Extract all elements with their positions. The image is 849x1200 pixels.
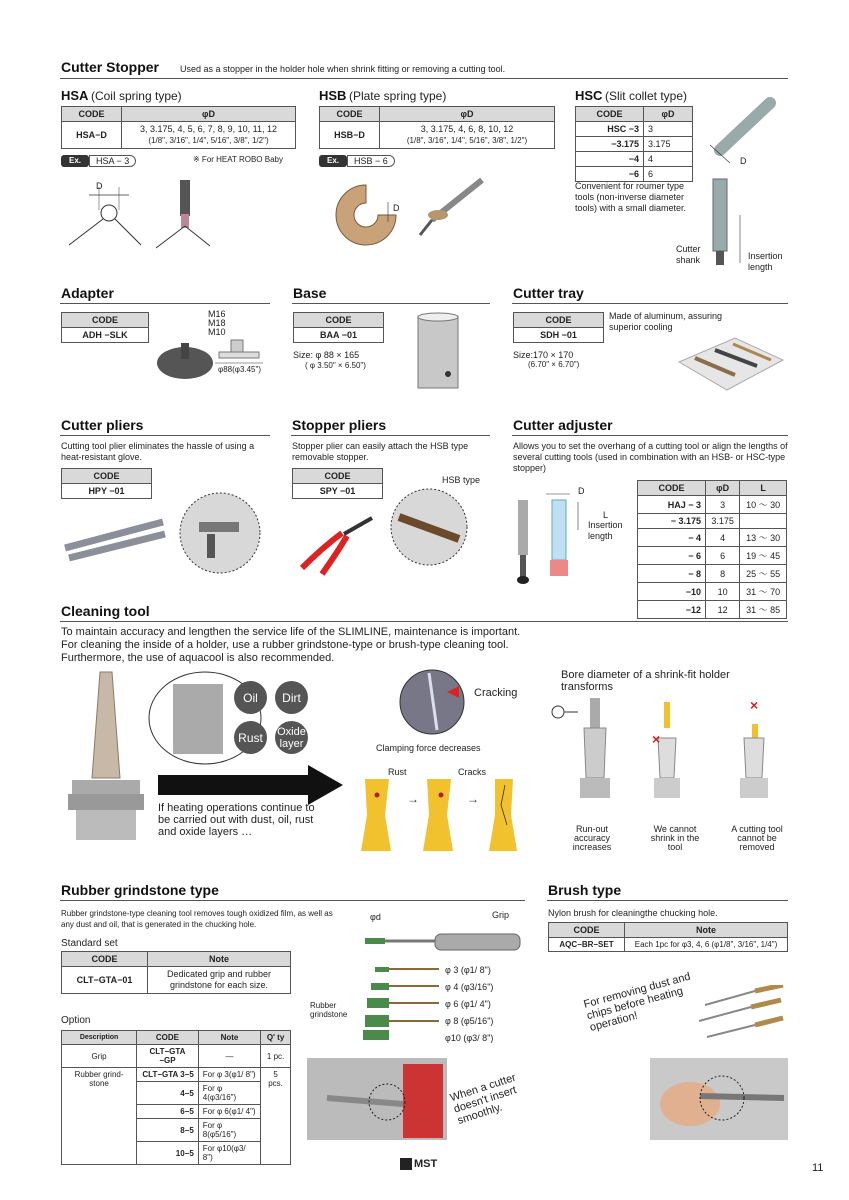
table-row — [62, 1045, 291, 1068]
brush-set-image — [695, 985, 790, 1045]
hsc-table — [575, 106, 693, 182]
cutter-adjuster-title: Cutter adjuster — [513, 417, 613, 433]
cutter-pliers-image — [61, 508, 171, 563]
cell-d: 12 — [706, 601, 740, 619]
cleaning-tool-title: Cleaning tool — [61, 603, 150, 619]
section-rule — [60, 303, 270, 304]
table-row — [638, 547, 787, 565]
base-size: Size: φ 88 × 165 — [293, 350, 360, 360]
table-row — [576, 122, 693, 137]
size-3: φ 3 (φ1/ 8") — [445, 965, 491, 975]
hsb-dim-d: D — [393, 203, 400, 213]
cell-code: −12 — [638, 601, 706, 619]
hsb-table — [319, 106, 555, 149]
insertion-length-label: Insertion length — [748, 251, 783, 272]
ex-label: Ex. — [319, 155, 347, 167]
hsb-d-values: 3, 3.175, 4, 6, 8, 10, 12 — [420, 124, 514, 134]
stopper-pliers-detail — [389, 487, 469, 567]
section-rule — [60, 621, 788, 622]
cutter-pliers-title: Cutter pliers — [61, 417, 144, 433]
section-rule — [547, 900, 788, 901]
page-number: 11 — [812, 1162, 824, 1174]
hsb-type-label: HSB type — [442, 475, 481, 485]
hsb-example — [319, 155, 395, 167]
table-row — [576, 167, 693, 182]
tray-code: SDH −01 — [514, 328, 604, 343]
hsb-code: HSB−D — [320, 122, 380, 149]
adapter-title: Adapter — [61, 285, 114, 301]
cutter-pliers-code: HPY −01 — [62, 484, 152, 499]
adjuster-dim-d: D — [578, 486, 585, 496]
tray-size-inch: (6.70" × 6.70") — [528, 360, 580, 369]
hsc-title: HSC — [575, 88, 603, 103]
table-row — [576, 137, 693, 152]
standard-set-label: Standard set — [61, 938, 118, 949]
stopper-pliers-title: Stopper pliers — [292, 417, 387, 433]
col-note: Note — [148, 952, 291, 967]
col-code: CODE — [514, 313, 604, 328]
cell-d: 4 — [644, 152, 693, 167]
hsa-d-values: 3, 3.175, 4, 5, 6, 7, 8, 9, 10, 11, 12 — [140, 124, 277, 134]
cutter-pliers-table — [61, 468, 152, 499]
adjuster-insertion-length: Insertion length — [588, 520, 623, 541]
brush-usage-photo — [650, 1058, 788, 1140]
grip-label: Grip — [492, 910, 510, 920]
stopper-pliers-image — [292, 508, 382, 578]
dirt-bubble: Dirt — [275, 681, 308, 714]
cell-code: 10−5 — [137, 1142, 199, 1165]
table-row — [638, 529, 787, 547]
hsa-heading — [61, 88, 182, 103]
cell-note: For φ 6(φ1/ 4") — [198, 1105, 260, 1119]
cell-d: 6 — [644, 167, 693, 182]
hsb-subtitle: (Plate spring type) — [348, 89, 447, 103]
cell-code: HSC −3 — [576, 122, 644, 137]
cell-note: For φ10(φ3/ 8") — [198, 1142, 260, 1165]
oxide-bubble: Oxide layer — [275, 721, 308, 754]
rubber-description: Rubber grindstone-type cleaning tool removes tough oxidized film, as well as any dust and oil, that is generated in the chucking hole. — [61, 909, 333, 929]
brush-note: Each 1pc for φ3, 4, 6 (φ1/8", 3/16", 1/4") — [625, 938, 788, 952]
hsc-description: Convenient for roumer type tools (non-inverse diameter tools) with a small diameter. — [575, 181, 687, 213]
cell-description: Grip — [62, 1045, 137, 1068]
cutter-pliers-description: Cutting tool plier eliminates the hassle of using a heat-resistant glove. — [61, 441, 255, 462]
size-8: φ 8 (φ5/16") — [445, 1016, 494, 1026]
cutter-stopper-subtitle: Used as a stopper in the holder hole when shrink fitting or removing a cutting tool. — [180, 64, 506, 74]
heating-warning: If heating operations continue to be carried out with dust, oil, rust and oxide layers … — [158, 802, 315, 838]
cell-code: −6 — [576, 167, 644, 182]
logo-square-icon — [400, 1158, 412, 1170]
rust-bubble: Rust — [234, 721, 267, 754]
m10-label: M10 — [208, 327, 226, 337]
cell-code: −4 — [576, 152, 644, 167]
table-row — [638, 583, 787, 601]
ex-label: Ex. — [61, 155, 89, 167]
col-code: CODE — [293, 469, 383, 484]
size-10: φ10 (φ3/ 8") — [445, 1033, 494, 1043]
brush-description: Nylon brush for cleaningthe chucking hole. — [548, 908, 718, 918]
option-label: Option — [61, 1015, 91, 1026]
hsc-subtitle: (Slit collet type) — [604, 89, 687, 103]
cracking-photo — [397, 668, 467, 736]
col-code: CODE — [62, 469, 152, 484]
holder-image — [60, 668, 150, 868]
cell-description: Rubber grind-stone — [62, 1068, 137, 1165]
hsc-heading — [575, 88, 687, 103]
hsa-cutter-image — [150, 178, 220, 250]
tray-table — [513, 312, 604, 343]
standard-set-table — [61, 951, 291, 994]
col-d: φD — [380, 107, 555, 122]
cell-code: 4−5 — [137, 1082, 199, 1105]
cell-l: 31 ～ 70 — [740, 583, 787, 601]
tray-size: Size:170 × 170 — [513, 350, 574, 360]
table-row — [638, 601, 787, 619]
brush-type-title: Brush type — [548, 882, 622, 898]
table-row — [638, 514, 787, 529]
table-row — [576, 152, 693, 167]
cutter-stopper-title: Cutter Stopper — [61, 59, 159, 75]
clamping-label: Clamping force decreases — [376, 743, 481, 753]
col-d: φD — [122, 107, 296, 122]
cell-code: −3.175 — [576, 137, 644, 152]
col-note: Note — [625, 923, 788, 938]
cell-note: — — [198, 1045, 260, 1068]
table-row — [638, 565, 787, 583]
cracking-label: Cracking — [474, 687, 518, 699]
cell-l: 25 ～ 55 — [740, 565, 787, 583]
base-cylinder-image — [416, 312, 460, 392]
col-d: φD — [644, 107, 693, 122]
cell-code: CLT−GTA 3−5 — [137, 1068, 199, 1082]
section-rule — [512, 435, 788, 436]
col-description: Description — [62, 1031, 137, 1045]
tray-description: Made of aluminum, assuring superior cooling — [609, 311, 723, 332]
hsa-table — [61, 106, 296, 149]
hsb-heading — [319, 88, 446, 103]
col-code: CODE — [576, 107, 644, 122]
cell-d: 4 — [706, 529, 740, 547]
hsb-cutter-image — [412, 175, 492, 245]
insert-note: When a cutter doesn't insert smoothly. — [448, 1071, 518, 1128]
adjuster-dim-l: L — [603, 510, 609, 520]
col-l: L — [740, 481, 787, 496]
brush-table — [548, 922, 788, 952]
col-d: φD — [706, 481, 740, 496]
hsa-note: ※ For HEAT ROBO Baby — [193, 155, 283, 164]
bore-transform-diagram — [548, 698, 788, 828]
option-table — [61, 1030, 291, 1165]
cell-d: 8 — [706, 565, 740, 583]
cell-note: For φ 3(φ1/ 8") — [198, 1068, 260, 1082]
tray-image — [675, 330, 787, 398]
adapter-table — [61, 312, 149, 343]
section-rule — [60, 435, 270, 436]
grindstone-usage-photo — [307, 1058, 447, 1140]
table-row — [62, 1068, 291, 1082]
ex-value: HSB − 6 — [347, 155, 395, 167]
grindstone-sizes — [445, 962, 493, 1047]
base-title: Base — [293, 285, 327, 301]
hsa-subtitle: (Coil spring type) — [90, 89, 182, 103]
table-row — [638, 496, 787, 514]
x-mark-2: × — [750, 697, 759, 713]
hsa-code: HSA−D — [62, 122, 122, 149]
cell-code: − 4 — [638, 529, 706, 547]
col-qty: Q' ty — [261, 1031, 291, 1045]
brush-slogan: For removing dust and chips before heating operation! — [582, 970, 692, 1034]
phi-d-label: φd — [370, 912, 381, 922]
hsb-d-inches: (1/8", 3/16", 1/4", 5/16", 3/8", 1/2") — [406, 136, 528, 145]
hsa-example — [61, 155, 136, 167]
cell-note: For φ 8(φ5/16") — [198, 1119, 260, 1142]
cannot-remove-caption: A cutting tool cannot be removed — [731, 824, 783, 852]
cracks-label: Cracks — [458, 767, 487, 777]
hsa-title: HSA — [61, 88, 89, 103]
col-code: CODE — [549, 923, 625, 938]
size-6: φ 6 (φ1/ 4") — [445, 999, 491, 1009]
svg-text:→: → — [407, 792, 419, 806]
cutter-pliers-detail — [177, 490, 263, 576]
cell-l: 19 ～ 45 — [740, 547, 787, 565]
bore-diameter-text: Bore diameter of a shrink-fit holder transforms — [561, 669, 730, 693]
col-code: CODE — [638, 481, 706, 496]
cell-qty: 1 pc. — [261, 1045, 291, 1068]
cell-d: 10 — [706, 583, 740, 601]
cell-code: CLT−GTA −GP — [137, 1045, 199, 1068]
cleaning-paragraph-2: For cleaning the inside of a holder, use a rubber grindstone-type or brush-type cleaning tool. — [61, 639, 509, 651]
std-code: CLT−GTA−01 — [62, 967, 148, 994]
section-rule — [292, 303, 490, 304]
x-mark-1: × — [652, 731, 661, 747]
logo-text: MST — [414, 1158, 438, 1170]
adapter-diameter: φ88(φ3.45") — [218, 365, 262, 374]
col-code: CODE — [62, 107, 122, 122]
rubber-grindstone-label: Rubber grindstone — [310, 1001, 348, 1019]
base-code: BAA −01 — [294, 328, 384, 343]
ex-value: HSA − 3 — [89, 155, 136, 167]
col-code: CODE — [62, 952, 148, 967]
cell-code: − 3.175 — [638, 514, 706, 529]
section-rule — [60, 900, 525, 901]
cannot-shrink-caption: We cannot shrink in the tool — [650, 824, 700, 852]
stopper-pliers-table — [292, 468, 383, 499]
section-rule — [512, 303, 788, 304]
section-rule — [291, 435, 490, 436]
mst-logo — [400, 1158, 437, 1170]
cell-note: For φ 4(φ3/16") — [198, 1082, 260, 1105]
rust-label: Rust — [388, 767, 407, 777]
brush-code: AQC−BR−SET — [549, 938, 625, 952]
adjuster-table — [637, 480, 787, 619]
cell-code: 8−5 — [137, 1119, 199, 1142]
hsb-title: HSB — [319, 88, 347, 103]
runout-caption: Run-out accuracy increases — [572, 824, 612, 852]
col-code: CODE — [137, 1031, 199, 1045]
cleaning-paragraph-3: Furthermore, the use of aquacool is also recommended. — [61, 652, 335, 664]
m16-label: M16 — [208, 309, 226, 319]
hsb-plate-image — [326, 180, 406, 250]
cutter-adjuster-description: Allows you to set the overhang of a cutting tool or align the lengths of several cutting tools (used in combination with an HSB- or HSC-type stopper) — [513, 441, 788, 473]
cell-l — [740, 514, 787, 529]
cell-d: 3 — [706, 496, 740, 514]
adapter-code: ADH −SLK — [62, 328, 149, 343]
cell-qty: 5 pcs. — [261, 1068, 291, 1165]
oil-bubble: Oil — [234, 681, 267, 714]
std-note: Dedicated grip and rubber grindstone for each size. — [148, 967, 291, 994]
cleaning-paragraph-1: To maintain accuracy and lengthen the service life of the SLIMLINE, maintenance is important. — [61, 626, 521, 638]
cell-code: −10 — [638, 583, 706, 601]
hsa-d-inches: (1/8", 3/16", 1/4", 5/16", 3/8", 1/2") — [148, 136, 269, 145]
cell-d: 3.175 — [706, 514, 740, 529]
cell-d: 6 — [706, 547, 740, 565]
section-rule — [60, 78, 788, 79]
cutter-shank-label: Cutter shank — [676, 244, 701, 265]
big-arrow — [158, 765, 343, 805]
cell-code: 6−5 — [137, 1105, 199, 1119]
adapter-thread-labels — [208, 310, 226, 337]
cell-d: 3 — [644, 122, 693, 137]
grindstone-set-image — [355, 920, 525, 1040]
hsa-dim-d: D — [96, 181, 103, 191]
cell-l: 31 ～ 85 — [740, 601, 787, 619]
cell-code: − 6 — [638, 547, 706, 565]
m18-label: M18 — [208, 318, 226, 328]
cell-l: 10 ～ 30 — [740, 496, 787, 514]
cell-d: 3.175 — [644, 137, 693, 152]
base-table — [293, 312, 384, 343]
rubber-grindstone-title: Rubber grindstone type — [61, 882, 219, 898]
col-code: CODE — [320, 107, 380, 122]
stopper-pliers-code: SPY −01 — [293, 484, 383, 499]
col-code: CODE — [294, 313, 384, 328]
holder-transform-diagram — [355, 775, 525, 855]
base-size-inch: ( φ 3.50" × 6.50") — [305, 361, 366, 370]
col-note: Note — [198, 1031, 260, 1045]
col-code: CODE — [62, 313, 149, 328]
svg-text:→: → — [467, 792, 479, 806]
hsc-dim-d: D — [740, 156, 747, 166]
cell-code: HAJ − 3 — [638, 496, 706, 514]
stopper-pliers-description: Stopper plier can easily attach the HSB type removable stopper. — [292, 441, 469, 462]
size-4: φ 4 (φ3/16") — [445, 982, 494, 992]
cell-l: 13 ～ 30 — [740, 529, 787, 547]
tray-title: Cutter tray — [513, 285, 584, 301]
cell-code: − 8 — [638, 565, 706, 583]
